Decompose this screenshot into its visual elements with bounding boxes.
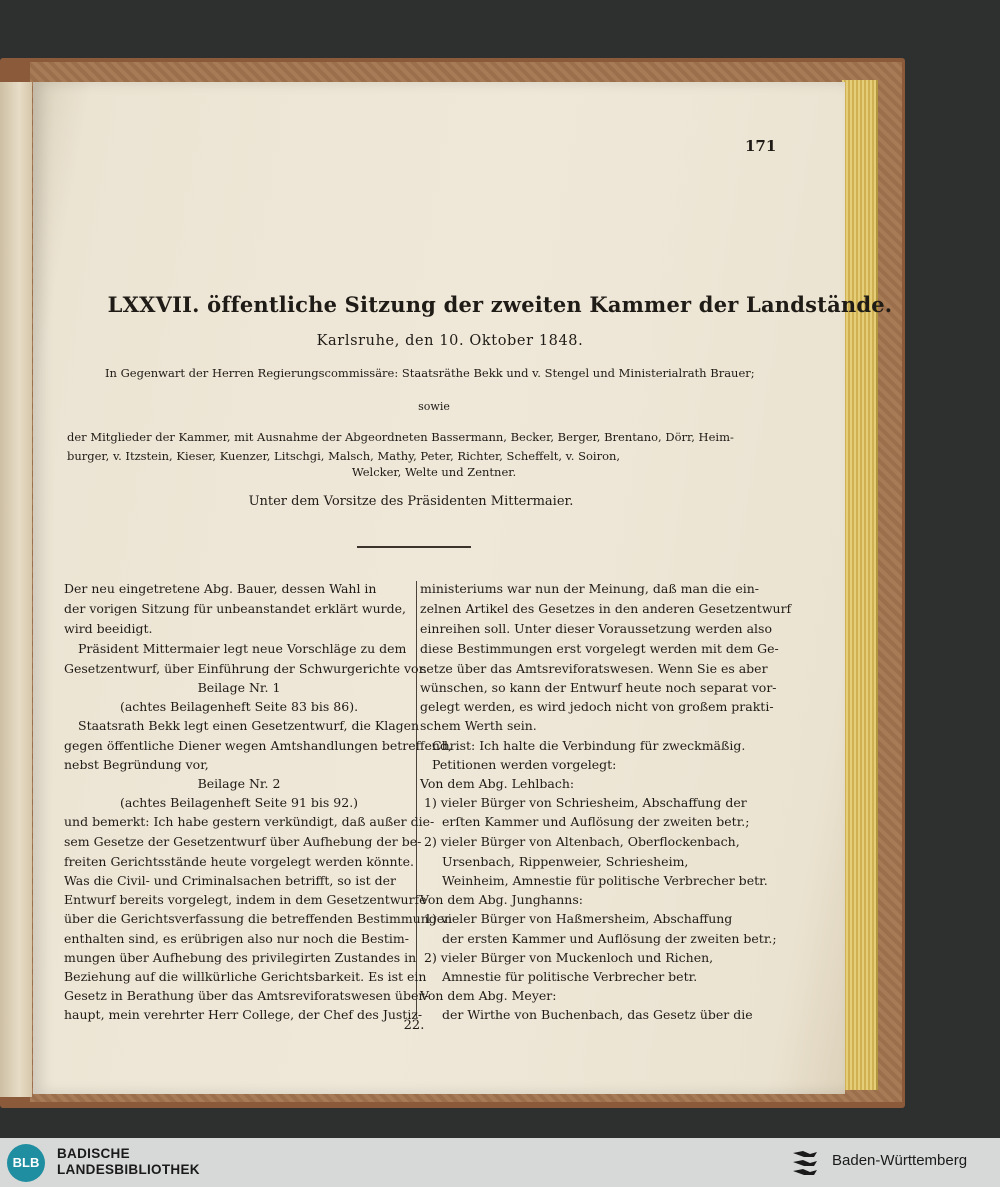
page-number: 171	[745, 137, 777, 155]
list-item: 1) vieler Bürger von Schriesheim, Abschaffung der	[424, 795, 747, 810]
list-item: 2) vieler Bürger von Muckenloch und Richen,	[424, 950, 714, 965]
text-line: freiten Gerichtsstände heute vorgelegt werden könnte.	[64, 854, 414, 869]
text-line: wird beeidigt.	[64, 621, 153, 636]
text-line: Petitionen werden vorgelegt:	[432, 757, 617, 772]
text-line: Gesetzentwurf, über Einführung der Schwurgerichte vor.	[64, 661, 428, 676]
text-line: nebst Begründung vor,	[64, 757, 209, 772]
text-line: haupt, mein verehrter Herr College, der Chef des Justiz-	[64, 1007, 423, 1022]
members-line: Welcker, Welte und Zentner.	[351, 465, 517, 479]
text-line: Von dem Abg. Meyer:	[420, 988, 557, 1003]
text-line: Ursenbach, Rippenweier, Schriesheim,	[442, 854, 689, 869]
text-line: (achtes Beilagenheft Seite 83 bis 86).	[119, 699, 359, 714]
section-divider	[357, 546, 471, 548]
sowie-line: sowie	[418, 400, 450, 413]
text-line: über die Gerichtsverfassung die betreffenden Bestimmungen	[64, 911, 453, 926]
state-name[interactable]: Baden-Württemberg	[832, 1152, 968, 1169]
text-line: Beilage Nr. 2	[197, 776, 281, 791]
text-line: (achtes Beilagenheft Seite 91 bis 92.)	[119, 795, 359, 810]
text-line: gelegt werden, es wird jedoch nicht von großem prakti-	[420, 699, 774, 714]
text-line: Entwurf bereits vorgelegt, indem in dem Gesetzentwurfe	[64, 892, 427, 907]
library-name-line: BADISCHE	[57, 1146, 130, 1161]
signature-mark: 22.	[403, 1018, 425, 1033]
facing-page-edge	[0, 82, 32, 1097]
text-line: Gesetz in Berathung über das Amtsreviforatswesen über-	[64, 988, 429, 1003]
chair-line: Unter dem Vorsitze des Präsidenten Mittermaier.	[248, 494, 574, 509]
presence-line: In Gegenwart der Herren Regierungscommissäre: Staatsräthe Bekk und v. Stengel und Ministerialrath Brauer;	[105, 366, 755, 380]
text-line: Weinheim, Amnestie für politische Verbrecher betr.	[442, 873, 768, 888]
text-line: Christ: Ich halte die Verbindung für zweckmäßig.	[432, 738, 746, 753]
text-line: diese Bestimmungen erst vorgelegt werden mit dem Ge-	[420, 641, 779, 656]
text-line: schem Werth sein.	[420, 718, 537, 733]
text-line: enthalten sind, es erübrigen also nur noch die Bestim-	[64, 931, 409, 946]
text-line: wünschen, so kann der Entwurf heute noch separat vor-	[420, 680, 777, 695]
text-line: Was die Civil- und Criminalsachen betrifft, so ist der	[64, 873, 397, 888]
text-line: Amnestie für politische Verbrecher betr.	[442, 969, 698, 984]
text-line: Staatsrath Bekk legt einen Gesetzentwurf, die Klagen	[78, 718, 420, 733]
library-name[interactable]	[57, 1146, 200, 1178]
text-line: der Wirthe von Buchenbach, das Gesetz über die	[442, 1007, 753, 1022]
text-line: gegen öffentliche Diener wegen Amtshandlungen betreffend,	[64, 738, 452, 753]
text-line: sem Gesetze der Gesetzentwurf über Aufhebung der be-	[64, 834, 422, 849]
footer-bar	[0, 1138, 1000, 1187]
text-line: Beilage Nr. 1	[197, 680, 281, 695]
text-line: Präsident Mittermaier legt neue Vorschläge zu dem	[78, 641, 407, 656]
text-line: Von dem Abg. Junghanns:	[420, 892, 583, 907]
text-line: der ersten Kammer und Auflösung der zweiten betr.;	[442, 931, 777, 946]
text-line: der vorigen Sitzung für unbeanstandet erklärt wurde,	[64, 601, 407, 616]
text-line: und bemerkt: Ich habe gestern verkündigt, daß außer die-	[64, 814, 435, 829]
text-line: mungen über Aufhebung des privilegirten Zustandes in	[64, 950, 417, 965]
list-item: 2) vieler Bürger von Altenbach, Oberflockenbach,	[424, 834, 740, 849]
list-item: 1) vieler Bürger von Haßmersheim, Abschaffung	[424, 911, 733, 926]
dateline: Karlsruhe, den 10. Oktober 1848.	[316, 333, 584, 349]
coat-of-arms-icon	[790, 1147, 820, 1177]
page-title: LXXVII. öffentliche Sitzung der zweiten Kammer der Landstände.	[107, 292, 893, 317]
library-name-line: LANDESBIBLIOTHEK	[57, 1162, 200, 1177]
page-block-edges	[842, 80, 878, 1090]
blb-logo-icon[interactable]: BLB	[7, 1144, 45, 1182]
members-line: burger, v. Itzstein, Kieser, Kuenzer, Litschgi, Malsch, Mathy, Peter, Richter, Scheffelt, v. Soiron,	[67, 449, 621, 463]
text-line: Beziehung auf die willkürliche Gerichtsbarkeit. Es ist ein	[64, 969, 427, 984]
text-line: Der neu eingetretene Abg. Bauer, dessen Wahl in	[64, 581, 377, 596]
text-line: setze über das Amtsreviforatswesen. Wenn Sie es aber	[420, 661, 768, 676]
members-line: der Mitglieder der Kammer, mit Ausnahme der Abgeordneten Bassermann, Becker, Berger, Brentano, Dörr, Heim-	[67, 430, 734, 444]
text-line: erſten Kammer und Auflösung der zweiten betr.;	[442, 814, 750, 829]
text-line: Von dem Abg. Lehlbach:	[420, 776, 575, 791]
text-line: zelnen Artikel des Gesetzes in den anderen Gesetzentwurf	[420, 601, 792, 616]
text-line: einreihen soll. Unter dieser Voraussetzung werden also	[420, 621, 772, 636]
text-line: ministeriums war nun der Meinung, daß man die ein-	[420, 581, 760, 596]
